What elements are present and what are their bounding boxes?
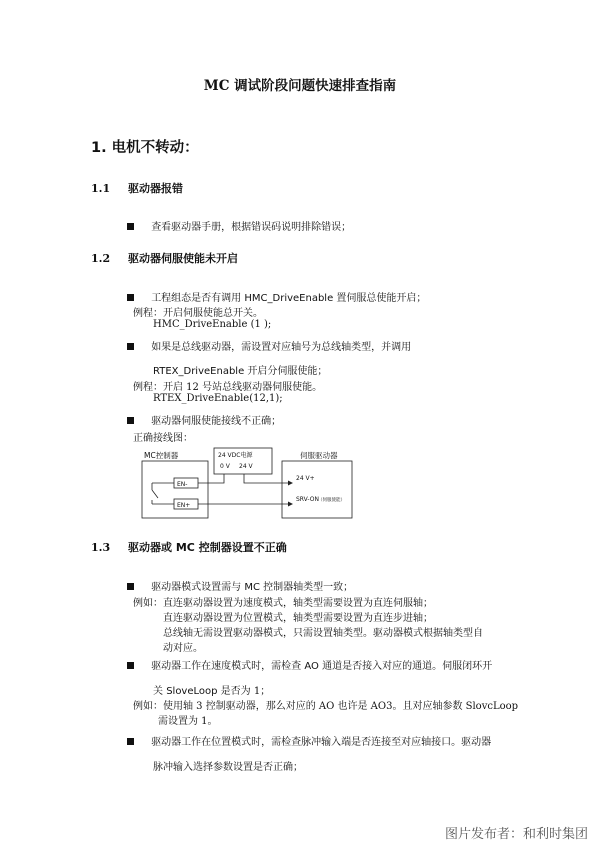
code-text: RTEX_DriveEnable xyxy=(153,366,245,377)
bullet-square-icon xyxy=(127,583,134,590)
section-1-1-number: 1.1 xyxy=(91,182,111,195)
wiring-diagram-label: 正确接线图： xyxy=(133,433,193,444)
section-1-2-bullet-3 xyxy=(127,412,281,427)
bullet-square-icon xyxy=(127,343,134,350)
bullet-text: 驱动器模式设置需与 xyxy=(151,582,245,593)
wiring-diagram xyxy=(140,444,360,520)
section-1-title: 电机不转动： xyxy=(111,139,199,156)
psu-label: 24 VDC电源 xyxy=(218,452,253,459)
servo-box xyxy=(282,461,352,518)
section-1-heading xyxy=(91,136,199,157)
en-plus-label: EN+ xyxy=(177,502,191,509)
section-1-3-bullet-3-cont: 脉冲输入选择参数设置是否正确； xyxy=(153,762,303,773)
example-2-code: RTEX_DriveEnable(12,1); xyxy=(153,393,283,404)
bullet-square-icon xyxy=(127,223,134,230)
bullet-text-end: 置伺服总使能开启； xyxy=(333,293,427,304)
v24-label: 24 V+ xyxy=(296,475,315,482)
section-1-2-bullet-2 xyxy=(127,338,411,353)
bullet-text-end: 控制器轴类型一致； xyxy=(260,582,354,593)
code-text: SloveLoop xyxy=(166,686,218,697)
example-3-line-3: 总线轴无需设置驱动器模式，只需设置轴类型。驱动器模式根据轴类型自 xyxy=(163,628,483,639)
psu-0v-label: 0 V xyxy=(220,463,230,470)
section-1-3-bullet-1 xyxy=(127,578,353,593)
section-1-2-bullet-1 xyxy=(127,289,426,304)
section-1-2-number: 1.2 xyxy=(91,252,111,265)
section-1-3-number: 1.3 xyxy=(91,541,111,554)
example-2-label: 例程：开启 12 号站总线驱动器伺服使能。 xyxy=(133,382,323,393)
bullet-text: 驱动器伺服使能接线不正确； xyxy=(151,416,282,427)
mc-controller-label: MC控制器 xyxy=(144,451,179,460)
example-3-line-1: 例如：直连驱动器设置为速度模式，轴类型需要设置为直连伺服轴； xyxy=(133,598,433,609)
section-1-3-heading xyxy=(91,539,287,555)
bullet-text: 如果是总线驱动器，需设置对应轴号为总线轴类型，并调用 xyxy=(151,342,412,353)
section-1-1-bullet-1 xyxy=(127,218,351,233)
bullet-square-icon xyxy=(127,294,134,301)
section-1-1-heading xyxy=(91,180,183,196)
section-1-2-title: 驱动器伺服使能未开启 xyxy=(127,252,238,265)
bullet-text-end: 通道是否接入对应的通道。伺服闭环开 xyxy=(318,661,493,672)
section-1-2-heading xyxy=(91,250,238,266)
section-1-1-title: 驱动器报错 xyxy=(127,182,183,195)
mc-text: MC xyxy=(244,582,260,593)
servo-label: 伺服驱动器 xyxy=(300,451,338,460)
bullet-square-icon xyxy=(127,417,134,424)
watermark: 图片发布者：和利时集团 xyxy=(444,827,588,842)
code-text: HMC_DriveEnable xyxy=(244,293,334,304)
srv-on-note: （伺服使能） xyxy=(318,498,345,503)
section-1-number: 1. xyxy=(91,140,107,156)
section-1-2-bullet-2-cont xyxy=(153,362,327,377)
bullet-square-icon xyxy=(127,738,134,745)
bullet-square-icon xyxy=(127,662,134,669)
section-1-3-bullet-3 xyxy=(127,733,491,748)
psu-24v-label: 24 V xyxy=(239,463,253,470)
bullet-text: 驱动器工作在位置模式时，需检查脉冲输入端是否连接至对应轴接口。驱动器 xyxy=(151,737,492,748)
example-4-line-1: 例如：使用轴 3 控制驱动器，那么对应的 AO 也许是 AO3。且对应轴参数 SlovcLoop xyxy=(133,701,519,712)
example-3-line-2: 直连驱动器设置为位置模式，轴类型需要设置为直连步进轴； xyxy=(163,613,433,624)
bullet-text: 工程组态是否有调用 xyxy=(151,293,245,304)
section-1-3-bullet-2-cont: 关 SloveLoop 是否为 1； xyxy=(153,686,271,697)
bullet-text: 查看驱动器手册，根据错误码说明排除错误； xyxy=(151,222,352,233)
bullet-text-end: 开启分伺服使能； xyxy=(244,366,328,377)
example-3-line-4: 动对应。 xyxy=(163,643,203,654)
example-1-code: HMC_DriveEnable (1 ); xyxy=(153,319,272,330)
srv-on-label: SRV-ON xyxy=(296,496,319,503)
bullet-text: 驱动器工作在速度模式时，需检查 xyxy=(151,661,305,672)
en-minus-label: EN- xyxy=(177,481,188,488)
example-1-label: 例程：开启伺服使能总开关。 xyxy=(133,308,263,319)
example-4-line-2: 需设置为 1。 xyxy=(158,716,218,727)
section-1-3-bullet-2 xyxy=(127,657,492,672)
ao-text: AO xyxy=(304,661,319,672)
section-1-3-title: 驱动器或 MC 控制器设置不正确 xyxy=(127,541,287,554)
page-title: MC 调试阶段问题快速排查指南 xyxy=(203,78,397,94)
